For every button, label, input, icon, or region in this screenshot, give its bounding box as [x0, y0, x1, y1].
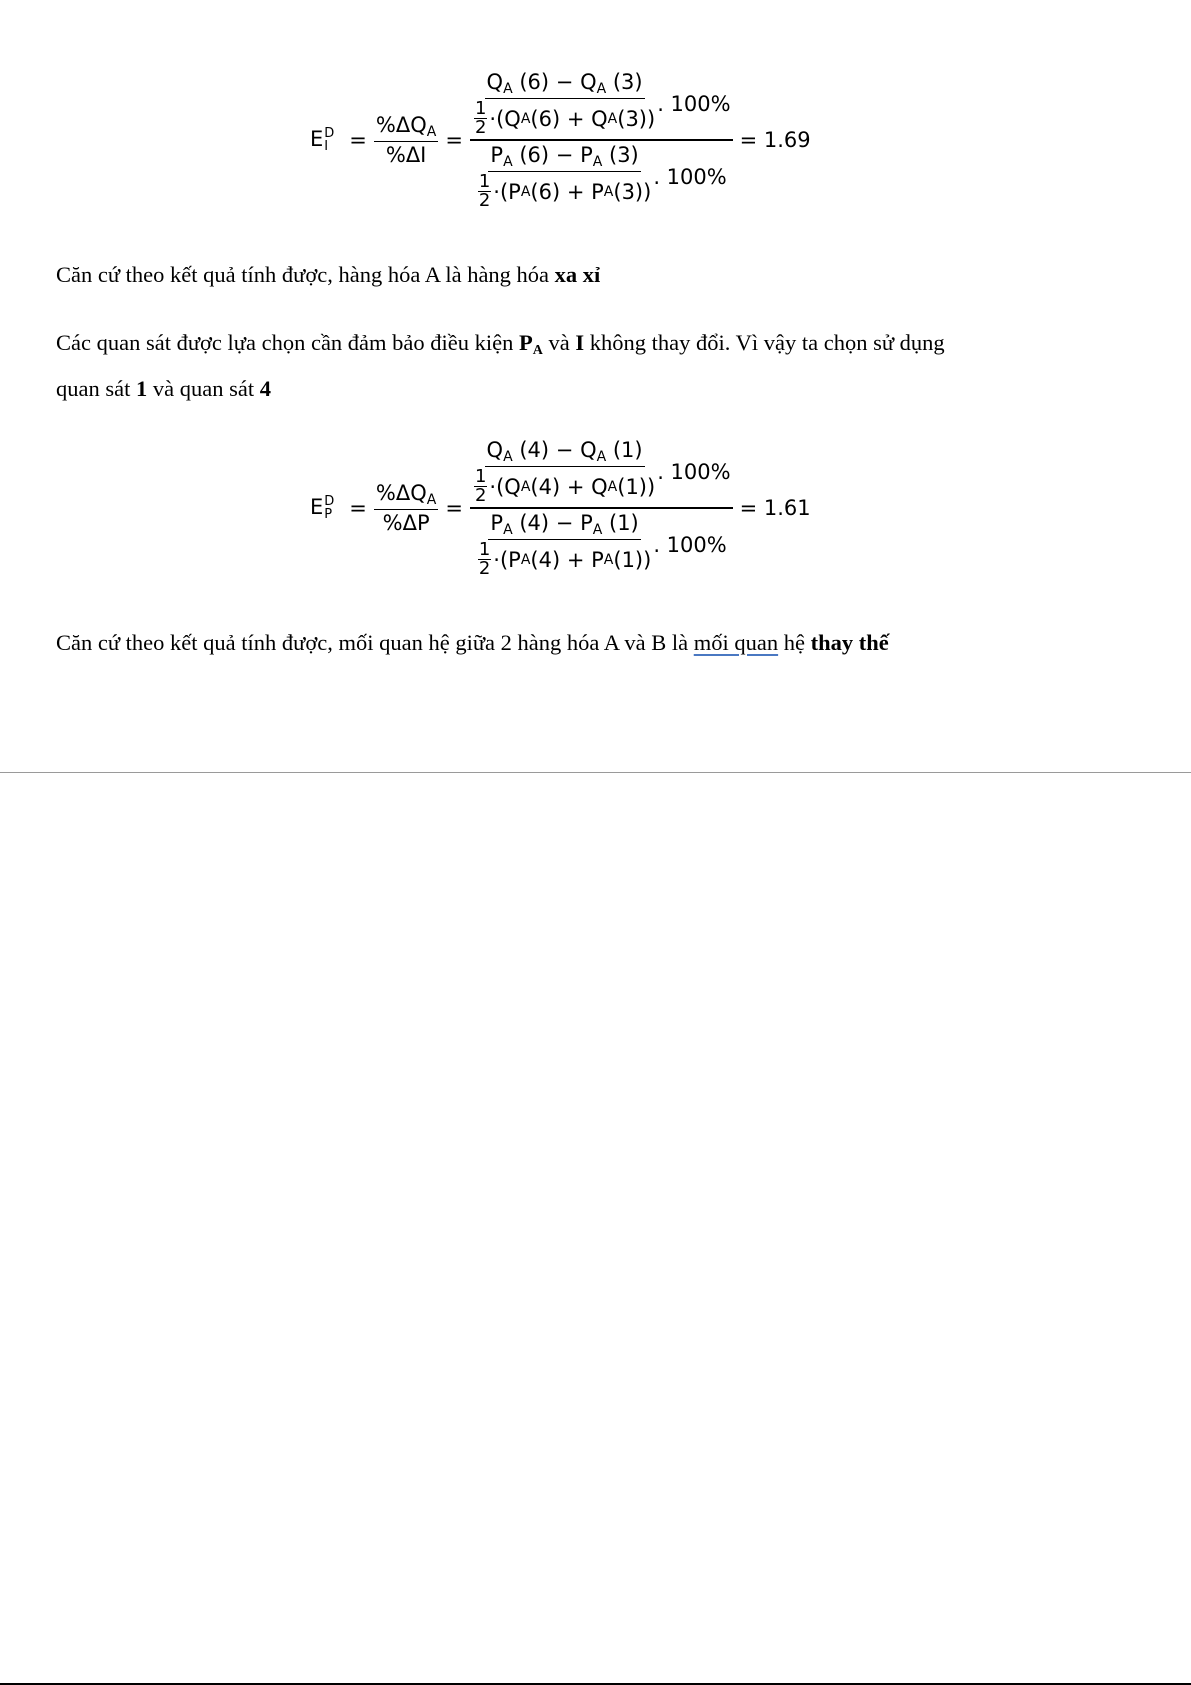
conclusion-paragraph-1: Căn cứ theo kết quả tính được, hàng hóa A là hàng hóa xa xỉ	[56, 262, 601, 287]
outer-fraction: $\frac{\%\Delta Q_A}{\%\Delta I}$	[375, 113, 437, 167]
equals-sign: =	[445, 496, 463, 520]
income-elasticity-equation	[310, 68, 818, 212]
price-elasticity-equation	[310, 436, 818, 580]
document-page	[0, 0, 1191, 773]
equation-lhs: E D P	[310, 494, 335, 522]
equation-result: = 1.61	[739, 496, 811, 520]
equals-sign: =	[349, 496, 367, 520]
condition-paragraph: Các quan sát được lựa chọn cần đảm bảo điều kiện PA và I không thay đổi. Vì vậy ta chọn sử dụng	[56, 330, 945, 358]
equation-lhs: E D I	[310, 126, 335, 154]
numerator-expression: $Q_A$ $(4) - Q_A$ (1) 1 2 · (Q A (4) + Q A (1)) . 100%	[474, 438, 731, 506]
outer-fraction: $\frac{\%\Delta Q_A}{\%\Delta P}$	[375, 481, 437, 535]
denominator-expression: $P_A$ $(4) - P_A$ (1) 1 2 · (P A (4) + P A (1)) . 100%	[478, 511, 727, 579]
page-break-divider	[0, 772, 1191, 773]
numerator-expression: $Q_A$ $(6) - Q_A$ (3) 1 2 · (Q A (6) + Q A (3)) . 100%	[474, 70, 731, 138]
equals-sign: =	[349, 128, 367, 152]
denominator-expression: $P_A$ $(6) - P_A$ (3) 1 2 · (P A (6) + P A (3)) . 100%	[478, 143, 727, 211]
equation-result: = 1.69	[739, 128, 811, 152]
main-fraction	[470, 436, 733, 580]
equals-sign: =	[445, 128, 463, 152]
main-fraction	[470, 68, 733, 212]
conclusion-paragraph-2: Căn cứ theo kết quả tính được, mối quan hệ giữa 2 hàng hóa A và B là mối quan hệ thay thế	[56, 630, 889, 655]
spellcheck-underlined-text[interactable]: mối quan	[693, 630, 779, 655]
observation-paragraph: quan sát 1 và quan sát 4	[56, 376, 271, 401]
